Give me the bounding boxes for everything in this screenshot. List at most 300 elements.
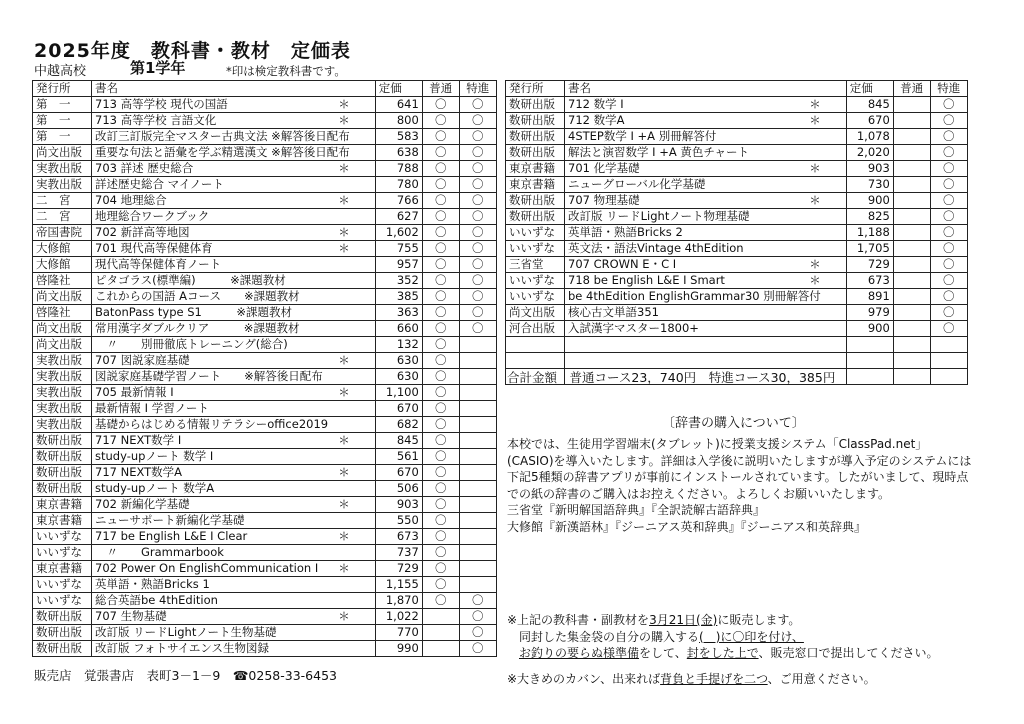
- table-row: [33, 481, 497, 497]
- price-cell: 670: [375, 465, 422, 481]
- certified-mark: ＊: [809, 113, 821, 127]
- special-cell: 〇: [930, 113, 967, 129]
- regular-cell: [893, 225, 930, 241]
- certified-mark: [350, 577, 372, 592]
- special-cell: 〇: [930, 241, 967, 257]
- special-cell: [459, 417, 496, 433]
- special-cell: 〇: [930, 193, 967, 209]
- col-regular: 普通: [422, 81, 459, 97]
- title-cell: [92, 577, 376, 593]
- special-cell: 〇: [930, 97, 967, 113]
- dictionary-line-1: 三省堂『新明解国語辞典』『全訳読解古語辞典』: [507, 503, 766, 517]
- price-cell: 1,155: [375, 577, 422, 593]
- price-cell: 561: [375, 449, 422, 465]
- regular-cell: 〇: [422, 481, 459, 497]
- sale-date: 3月21日(金): [649, 613, 718, 627]
- sale-text: をして、: [639, 646, 687, 660]
- publisher-cell: 尚文出版: [33, 289, 92, 305]
- book-title: 703 詳述 歴史総合: [95, 161, 194, 175]
- publisher-cell: 実教出版: [33, 353, 92, 369]
- certified-mark: [350, 129, 372, 144]
- certified-mark: ＊: [809, 257, 821, 271]
- table-row: [506, 145, 968, 161]
- price-cell: [846, 369, 893, 385]
- table-row: [506, 337, 968, 353]
- sale-text: に販売します。: [717, 613, 801, 627]
- certified-mark: [350, 369, 372, 384]
- publisher-cell: 数研出版: [33, 625, 92, 641]
- regular-cell: 〇: [422, 465, 459, 481]
- dictionary-notice: [507, 436, 972, 535]
- grade-label: 第1学年: [130, 59, 186, 77]
- table-row: [33, 193, 497, 209]
- price-cell: 363: [375, 305, 422, 321]
- title-cell: [92, 289, 376, 305]
- publisher-cell: 第 一: [33, 129, 92, 145]
- col-publisher: 発行所: [506, 81, 565, 97]
- table-row: [33, 337, 497, 353]
- sale-text-underlined: お釣りの要らぬ様準備: [519, 646, 640, 660]
- book-title: 707 物理基礎: [568, 193, 640, 207]
- table-row: [33, 241, 497, 257]
- certified-mark: ＊: [809, 193, 821, 207]
- table-row: [33, 289, 497, 305]
- publisher-cell: いいずな: [33, 545, 92, 561]
- table-row: [33, 497, 497, 513]
- title-cell: [92, 113, 376, 129]
- bag-text-underlined: 背負と手提げを二つ: [660, 672, 768, 686]
- certified-mark: ＊: [338, 113, 350, 127]
- book-title: 707 図説家庭基礎: [95, 353, 190, 367]
- title-cell: [92, 465, 376, 481]
- title-cell: [565, 305, 847, 321]
- publisher-cell: 啓隆社: [33, 273, 92, 289]
- certified-mark: ＊: [338, 465, 350, 479]
- regular-cell: 〇: [422, 145, 459, 161]
- title-cell: [565, 241, 847, 257]
- publisher-cell: いいずな: [506, 273, 565, 289]
- certified-mark: ＊: [809, 97, 821, 111]
- price-cell: 891: [846, 289, 893, 305]
- price-cell: 729: [375, 561, 422, 577]
- title-cell: [92, 97, 376, 113]
- special-cell: 〇: [459, 289, 496, 305]
- price-cell: 990: [375, 641, 422, 657]
- bag-text: ※大きめのカバン、出来れば: [507, 672, 661, 686]
- publisher-cell: [506, 337, 565, 353]
- sale-text: 同封した集金袋の自分の購入する: [519, 629, 700, 644]
- shop-info: 販売店 覚張書店 表町3－1－9 ☎0258-33-6453: [34, 668, 337, 683]
- title-cell: [92, 305, 376, 321]
- regular-cell: 〇: [422, 353, 459, 369]
- special-cell: [459, 481, 496, 497]
- publisher-cell: 第 一: [33, 97, 92, 113]
- special-cell: 〇: [459, 273, 496, 289]
- right-price-table: [505, 80, 968, 385]
- title-cell: [92, 177, 376, 193]
- book-title: BatonPass type S1 ※課題教材: [95, 305, 292, 319]
- table-row: [506, 209, 968, 225]
- special-cell: 〇: [930, 273, 967, 289]
- special-cell: [459, 545, 496, 561]
- book-title: 702 Power On EnglishCommunication I: [95, 561, 319, 575]
- regular-cell: 〇: [422, 97, 459, 113]
- price-cell: 1,705: [846, 241, 893, 257]
- certified-mark: [350, 289, 372, 304]
- table-row: [506, 225, 968, 241]
- col-special: 特進: [459, 81, 496, 97]
- col-regular: 普通: [893, 81, 930, 97]
- publisher-cell: 帝国書院: [33, 225, 92, 241]
- title-cell: [565, 257, 847, 273]
- price-cell: 638: [375, 145, 422, 161]
- dictionary-line-2: 大修館『新漢語林』『ジーニアス英和辞典』『ジーニアス和英辞典』: [507, 519, 867, 534]
- publisher-cell: いいずな: [506, 241, 565, 257]
- regular-cell: [893, 97, 930, 113]
- title-cell: [92, 225, 376, 241]
- certified-mark: [821, 129, 843, 144]
- publisher-cell: 東京書籍: [506, 161, 565, 177]
- table-row: [33, 625, 497, 641]
- book-title: 717 NEXT数学 I: [95, 433, 182, 447]
- publisher-cell: 尚文出版: [33, 337, 92, 353]
- sale-text: 、販売窓口で提出してください。: [758, 646, 939, 660]
- regular-cell: [422, 609, 459, 625]
- publisher-cell: 三省堂: [506, 257, 565, 273]
- certified-mark: ＊: [338, 225, 350, 239]
- table-row: [33, 449, 497, 465]
- book-title: 713 高等学校 言語文化: [95, 113, 217, 127]
- certified-mark: ＊: [809, 273, 821, 287]
- title-cell: [92, 209, 376, 225]
- regular-cell: 〇: [422, 209, 459, 225]
- title-cell: [92, 593, 376, 609]
- price-cell: 630: [375, 353, 422, 369]
- title-cell: [565, 113, 847, 129]
- special-cell: 〇: [459, 257, 496, 273]
- book-title: 英単語・熟語Bricks 1: [95, 577, 210, 591]
- title-cell: [92, 609, 376, 625]
- price-cell: 780: [375, 177, 422, 193]
- publisher-cell: 啓隆社: [33, 305, 92, 321]
- certified-mark: ＊: [338, 609, 350, 623]
- certified-mark: ＊: [338, 433, 350, 447]
- table-row: [33, 609, 497, 625]
- special-cell: 〇: [459, 193, 496, 209]
- certified-mark: [821, 241, 843, 256]
- price-cell: 506: [375, 481, 422, 497]
- certified-mark: ＊: [338, 561, 350, 575]
- total-regular: 普通コース23，740円: [569, 370, 697, 385]
- table-row: [33, 433, 497, 449]
- title-cell: [565, 225, 847, 241]
- certified-mark: ＊: [338, 353, 350, 367]
- publisher-cell: 実教出版: [33, 385, 92, 401]
- publisher-cell: 数研出版: [33, 641, 92, 657]
- dictionary-body: 本校では、生徒用学習端末(タブレット)に授業支援システム「ClassPad.net」(CASIO)を導入いたします。詳細は入学後に説明いたしますが導入予定のシステムには下記5種類の辞書アプリが事前にインストールされています。したがいまして、現時点での紙の辞書のご購入はお控えください。よろしくお願いいたします。: [507, 437, 972, 501]
- title-cell: [565, 289, 847, 305]
- book-title: 702 新詳高等地図: [95, 225, 190, 239]
- special-cell: [459, 337, 496, 353]
- regular-cell: 〇: [422, 337, 459, 353]
- special-cell: 〇: [459, 593, 496, 609]
- regular-cell: [893, 321, 930, 337]
- publisher-cell: 東京書籍: [33, 513, 92, 529]
- publisher-cell: 大修館: [33, 257, 92, 273]
- total-special: 特進コース30，385円: [708, 370, 836, 385]
- publisher-cell: 数研出版: [506, 193, 565, 209]
- price-cell: 825: [846, 209, 893, 225]
- book-title: 現代高等保健体育ノート: [95, 257, 222, 271]
- title-cell: [92, 561, 376, 577]
- regular-cell: 〇: [422, 129, 459, 145]
- regular-cell: 〇: [422, 577, 459, 593]
- certified-mark: [821, 289, 843, 304]
- regular-cell: 〇: [422, 449, 459, 465]
- special-cell: 〇: [459, 225, 496, 241]
- certified-mark: [350, 177, 372, 192]
- book-title: study-upノート 数学A: [95, 481, 215, 495]
- certified-mark: [350, 545, 372, 560]
- price-cell: 682: [375, 417, 422, 433]
- certified-mark: [350, 209, 372, 224]
- price-cell: 957: [375, 257, 422, 273]
- book-title: 717 be English L&E I Clear: [95, 529, 248, 543]
- title-cell: [92, 433, 376, 449]
- table-row: [33, 129, 497, 145]
- regular-cell: [893, 257, 930, 273]
- book-title: 〃 別冊徹底トレーニング(総合): [95, 337, 288, 351]
- book-title: 705 最新情報 I: [95, 385, 174, 399]
- price-cell: 670: [846, 113, 893, 129]
- publisher-cell: いいずな: [506, 289, 565, 305]
- title-cell: [92, 401, 376, 417]
- special-cell: [930, 337, 967, 353]
- price-cell: 1,022: [375, 609, 422, 625]
- regular-cell: 〇: [422, 225, 459, 241]
- regular-cell: [893, 209, 930, 225]
- certified-mark: [350, 273, 372, 288]
- publisher-cell: 数研出版: [506, 113, 565, 129]
- special-cell: 〇: [930, 209, 967, 225]
- title-cell: [565, 337, 847, 353]
- table-row: [506, 193, 968, 209]
- publisher-cell: 尚文出版: [33, 321, 92, 337]
- table-row: [33, 273, 497, 289]
- book-title: 713 高等学校 現代の国語: [95, 97, 228, 111]
- title-cell: [92, 273, 376, 289]
- table-row: [506, 241, 968, 257]
- col-price: 定価: [375, 81, 422, 97]
- title-cell: [92, 337, 376, 353]
- table-header-row: [506, 81, 968, 97]
- table-header-row: [33, 81, 497, 97]
- table-row: [33, 257, 497, 273]
- special-cell: 〇: [930, 129, 967, 145]
- regular-cell: [893, 273, 930, 289]
- title-cell: [92, 625, 376, 641]
- regular-cell: 〇: [422, 257, 459, 273]
- book-title: 総合英語be 4thEdition: [95, 593, 218, 607]
- table-row: [33, 545, 497, 561]
- regular-cell: [893, 161, 930, 177]
- title-cell: [92, 385, 376, 401]
- book-title: 712 数学A: [568, 113, 625, 127]
- price-cell: 630: [375, 369, 422, 385]
- book-title: 詳述歴史総合 マイノート: [95, 177, 224, 191]
- special-cell: 〇: [930, 257, 967, 273]
- price-cell: 729: [846, 257, 893, 273]
- col-special: 特進: [930, 81, 967, 97]
- book-title: ニューグローバル化学基礎: [568, 177, 706, 191]
- regular-cell: [893, 289, 930, 305]
- publisher-cell: 実教出版: [33, 417, 92, 433]
- certified-mark: [821, 321, 843, 336]
- special-cell: 〇: [459, 625, 496, 641]
- special-cell: 〇: [459, 241, 496, 257]
- price-cell: 755: [375, 241, 422, 257]
- special-cell: 〇: [459, 609, 496, 625]
- regular-cell: [893, 369, 930, 385]
- book-title: ニューサポート新編化学基礎: [95, 513, 245, 527]
- certified-mark: [350, 641, 372, 656]
- special-cell: 〇: [930, 161, 967, 177]
- book-title: 英文法・語法Vintage 4thEdition: [568, 241, 744, 255]
- table-row: [33, 529, 497, 545]
- page-title: 2025年度 教科書・教材 定価表: [34, 40, 351, 62]
- regular-cell: 〇: [422, 241, 459, 257]
- price-cell: 903: [846, 161, 893, 177]
- regular-cell: 〇: [422, 321, 459, 337]
- publisher-cell: 河合出版: [506, 321, 565, 337]
- special-cell: 〇: [459, 177, 496, 193]
- table-row: [506, 305, 968, 321]
- regular-cell: [422, 625, 459, 641]
- special-cell: [459, 369, 496, 385]
- publisher-cell: 東京書籍: [506, 177, 565, 193]
- title-cell: [92, 193, 376, 209]
- total-label: 合計金額: [507, 370, 558, 385]
- regular-cell: 〇: [422, 289, 459, 305]
- table-row: [33, 369, 497, 385]
- table-row: [506, 273, 968, 289]
- book-title: be 4thEdition EnglishGrammar30 別冊解答付: [568, 289, 821, 303]
- price-cell: 770: [375, 625, 422, 641]
- regular-cell: [893, 177, 930, 193]
- certified-mark: [350, 257, 372, 272]
- sale-text-underlined: ( )に〇印を付け、: [699, 629, 804, 644]
- table-row: [33, 401, 497, 417]
- col-publisher: 発行所: [33, 81, 92, 97]
- regular-cell: 〇: [422, 113, 459, 129]
- table-row: [506, 289, 968, 305]
- price-cell: 737: [375, 545, 422, 561]
- table-row: [506, 257, 968, 273]
- regular-cell: 〇: [422, 305, 459, 321]
- publisher-cell: 実教出版: [33, 161, 92, 177]
- special-cell: [459, 465, 496, 481]
- publisher-cell: 実教出版: [33, 369, 92, 385]
- book-title: 改訂版 リードLightノート物理基礎: [568, 209, 750, 223]
- book-title: 核心古文単語351: [568, 305, 659, 319]
- book-title: 重要な句法と語彙を学ぶ精選漢文 ※解答後日配布: [95, 145, 350, 159]
- regular-cell: [422, 641, 459, 657]
- title-cell: [565, 321, 847, 337]
- table-row: [33, 385, 497, 401]
- book-title: 改訂三訂版完全マスター古典文法 ※解答後日配布: [95, 129, 350, 143]
- certified-mark: [350, 593, 372, 608]
- table-row: [33, 161, 497, 177]
- table-row: [33, 305, 497, 321]
- price-cell: 1,602: [375, 225, 422, 241]
- publisher-cell: 数研出版: [33, 609, 92, 625]
- certified-mark: ＊: [338, 497, 350, 511]
- special-cell: [459, 353, 496, 369]
- special-cell: [930, 369, 967, 385]
- publisher-cell: 数研出版: [506, 129, 565, 145]
- table-row: [506, 97, 968, 113]
- certified-mark: ＊: [338, 385, 350, 399]
- book-title: 717 NEXT数学A: [95, 465, 183, 479]
- certified-mark: ＊: [338, 241, 350, 255]
- price-cell: 2,020: [846, 145, 893, 161]
- price-cell: 1,188: [846, 225, 893, 241]
- price-cell: 660: [375, 321, 422, 337]
- regular-cell: [893, 353, 930, 369]
- regular-cell: 〇: [422, 385, 459, 401]
- certified-mark: ＊: [338, 529, 350, 543]
- certified-mark: [821, 225, 843, 240]
- certified-mark: [350, 513, 372, 528]
- certified-mark: [350, 449, 372, 464]
- title-cell: [92, 481, 376, 497]
- title-cell: [92, 497, 376, 513]
- publisher-cell: 二 宮: [33, 209, 92, 225]
- publisher-cell: 数研出版: [33, 449, 92, 465]
- table-row: [33, 561, 497, 577]
- title-cell: [92, 145, 376, 161]
- certified-mark: ＊: [338, 193, 350, 207]
- price-cell: 1,870: [375, 593, 422, 609]
- table-row: [33, 177, 497, 193]
- special-cell: 〇: [459, 641, 496, 657]
- title-cell: [92, 513, 376, 529]
- regular-cell: 〇: [422, 193, 459, 209]
- title-cell: [92, 353, 376, 369]
- price-cell: 132: [375, 337, 422, 353]
- price-cell: 352: [375, 273, 422, 289]
- table-row: [33, 577, 497, 593]
- regular-cell: [893, 193, 930, 209]
- price-cell: 1,100: [375, 385, 422, 401]
- special-cell: 〇: [930, 321, 967, 337]
- regular-cell: 〇: [422, 513, 459, 529]
- publisher-cell: いいずな: [33, 593, 92, 609]
- title-cell: [565, 161, 847, 177]
- regular-cell: 〇: [422, 273, 459, 289]
- price-cell: 800: [375, 113, 422, 129]
- certified-mark: [821, 305, 843, 320]
- special-cell: [459, 577, 496, 593]
- publisher-cell: いいずな: [506, 225, 565, 241]
- regular-cell: [893, 113, 930, 129]
- publisher-cell: 東京書籍: [33, 497, 92, 513]
- table-row: [33, 145, 497, 161]
- price-cell: 670: [375, 401, 422, 417]
- regular-cell: 〇: [422, 417, 459, 433]
- price-cell: 845: [846, 97, 893, 113]
- title-cell: [565, 145, 847, 161]
